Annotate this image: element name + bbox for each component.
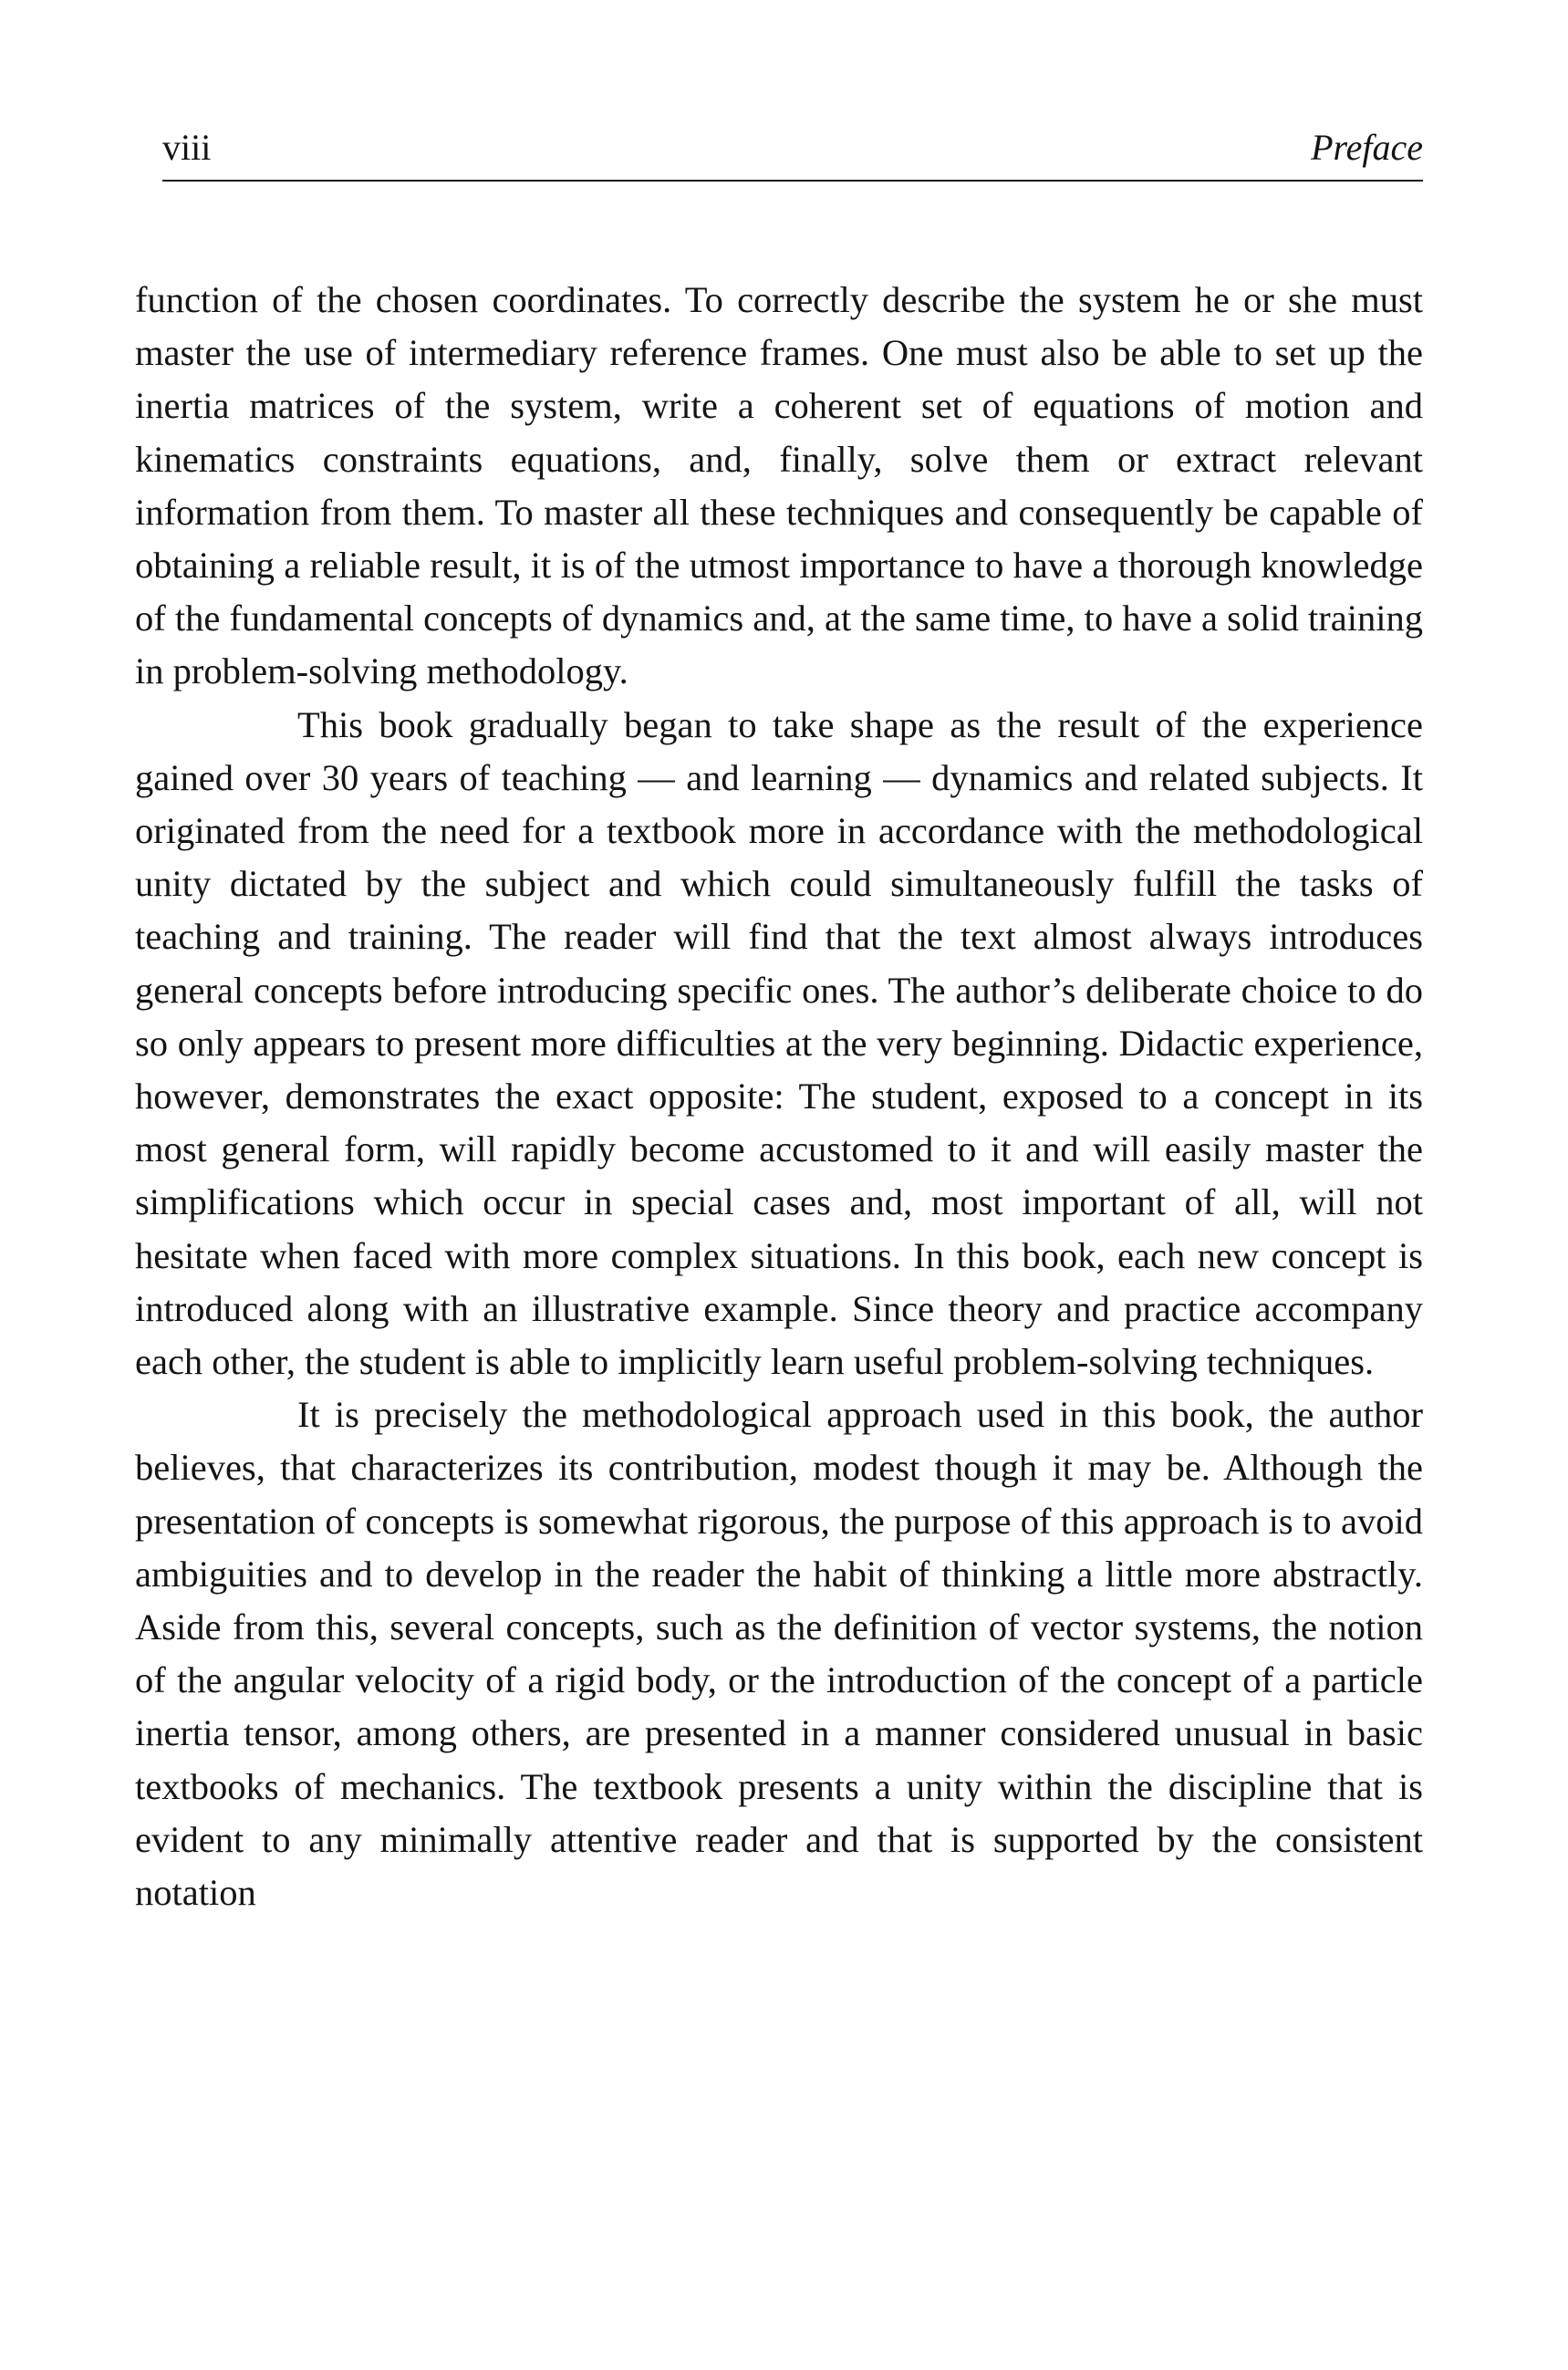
- paragraph: This book gradually began to take shape as the result of the experience gained over 30 years of teaching — and learning — dynamics and related subjects. It originated from the need for a textbook more in accordance with the methodological unity dictated by the subject and which could simultaneously fulfill the tasks of teaching and training. The reader will find that the text almost always introduces general concepts before introducing specific ones. The author’s deliberate choice to do so only appears to present more difficulties at the very beginning. Didactic experience, however, demonstrates the exact opposite: The student, exposed to a concept in its most general form, will rapidly become accustomed to it and will easily master the simplifications which occur in special cases and, most important of all, will not hesitate when faced with more complex situations. In this book, each new concept is introduced along with an illustrative example. Since theory and practice accompany each other, the student is able to implicitly learn useful problem-solving techniques.: [135, 703, 1423, 1383]
- page-number: viii: [162, 127, 212, 168]
- body-text: [135, 274, 1423, 1919]
- header-rule: [162, 180, 1423, 182]
- running-title: Preface: [1311, 127, 1423, 168]
- page-header: [162, 126, 1423, 172]
- paragraph: It is precisely the methodological approach used in this book, the author believes, that characterizes its contribution, modest though it may be. Although the presentation of concepts is somewhat rigorous, the purpose of this approach is to avoid ambiguities and to develop in the reader the habit of thinking a little more abstractly. Aside from this, several concepts, such as the definition of vector systems, the notion of the angular velocity of a rigid body, or the introduction of the concept of a particle inertia tensor, among others, are presented in a manner considered unusual in basic textbooks of mechanics. The textbook presents a unity within the discipline that is evident to any minimally attentive reader and that is supported by the consistent notation: [135, 1394, 1423, 1914]
- paragraph-continued: function of the chosen coordinates. To correctly describe the system he or she must master the use of intermediary reference frames. One must also be able to set up the inertia matrices of the system, write a coherent set of equations of motion and kinematics constraints equations, and, finally, solve them or extract relevant information from them. To master all these techniques and consequently be capable of obtaining a reliable result, it is of the utmost importance to have a thorough knowledge of the fundamental concepts of dynamics and, at the same time, to have a solid training in problem-solving methodology.: [135, 279, 1423, 692]
